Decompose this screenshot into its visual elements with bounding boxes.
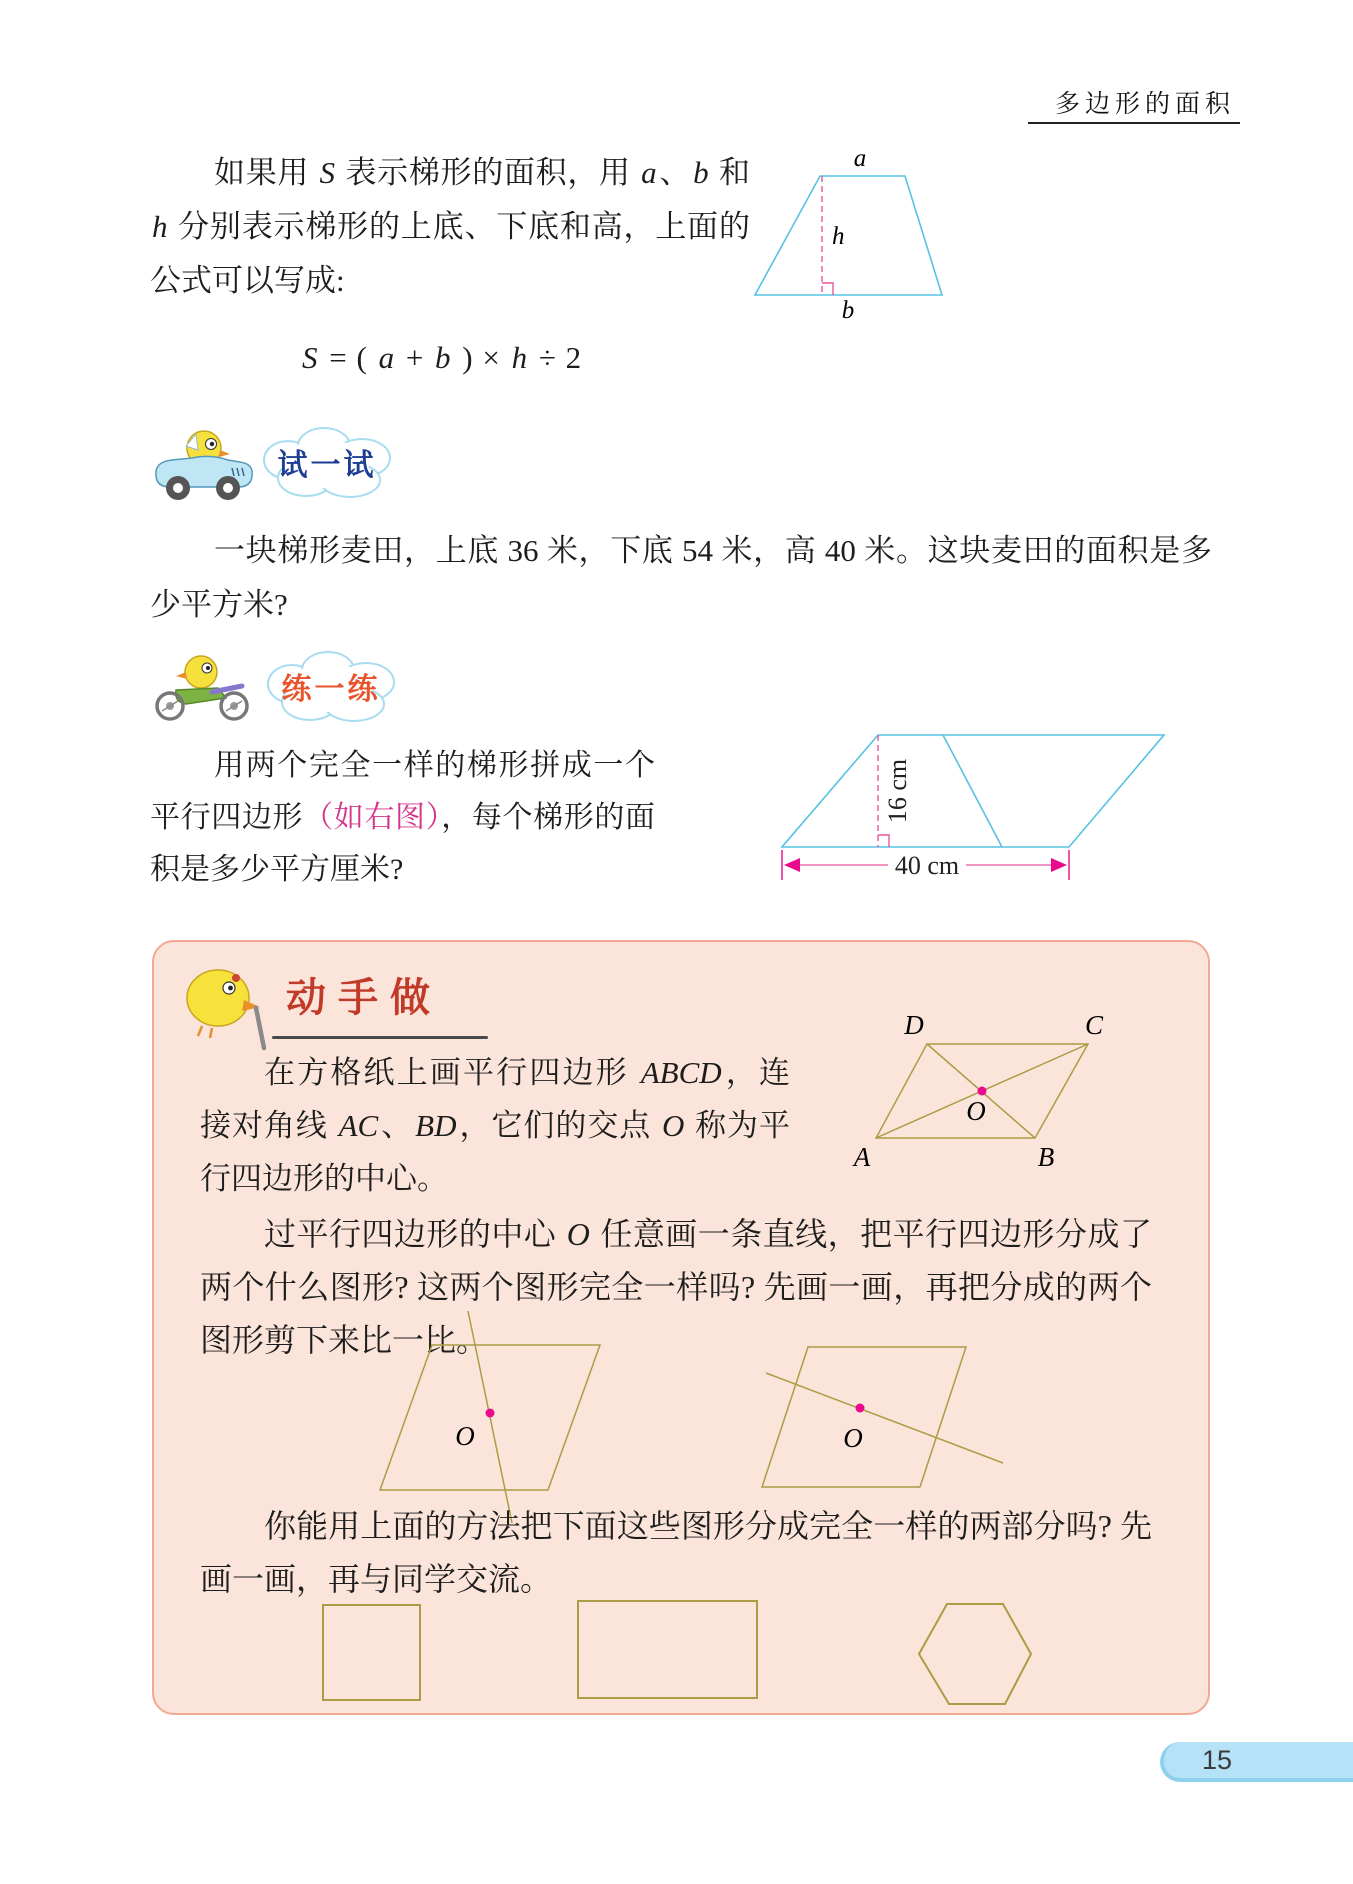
left-center-label-O: O (455, 1421, 475, 1451)
chick-motorcycle-icon (146, 646, 262, 724)
formula-text: + (397, 340, 434, 375)
intro-paragraph (150, 146, 750, 308)
p1-text: 在方格纸上画平行四边形 (264, 1055, 639, 1090)
center-label-O: O (966, 1096, 986, 1126)
trapezoid-label-a: a (853, 148, 867, 172)
formula-a: a (378, 340, 396, 375)
var-AC: AC (338, 1108, 379, 1143)
right-angle-mark (822, 283, 833, 295)
center-point-dot (978, 1087, 987, 1096)
intro-text: 表示梯形的面积，用 (337, 155, 640, 190)
right-center-label-O: O (843, 1423, 863, 1453)
divide-shape-rectangle (577, 1600, 758, 1699)
parallelogram-abcd-figure (838, 998, 1138, 1183)
var-a: a (641, 155, 657, 190)
handson-paragraph-3: 你能用上面的方法把下面这些图形分成完全一样的两部分吗? 先画一画，再与同学交流。 (200, 1508, 1152, 1597)
vertex-label-D: D (904, 1010, 924, 1040)
hands-on-title-underline (272, 1036, 488, 1039)
p2-text: 过平行四边形的中心 (264, 1216, 565, 1252)
hands-on-title: 动手做 (286, 976, 442, 1020)
page-number: 15 (1202, 1744, 1233, 1775)
practice-text: ，每个梯形的面积是多少平方厘米? (150, 801, 655, 886)
header-underline (1028, 122, 1240, 124)
right-parallelogram-outline (762, 1347, 966, 1487)
try-problem-text: 一块梯形麦田，上底 36 米，下底 54 米，高 40 米。这块麦田的面积是多少平方米? (150, 533, 1212, 622)
area-formula (300, 340, 582, 376)
dimension-arrow-left (784, 858, 800, 872)
trapezoid-outline (755, 176, 942, 295)
formula-text: ) × (453, 340, 510, 375)
practice-label: 练一练 (281, 673, 381, 706)
divide-shape-square (322, 1604, 421, 1701)
trapezoid-divider-line (943, 735, 1002, 847)
formula-S: S (302, 340, 319, 375)
var-BD: BD (415, 1108, 457, 1143)
practice-badge (262, 644, 400, 728)
vertex-label-B: B (1037, 1142, 1055, 1172)
chick-pencil-icon (172, 950, 280, 1054)
intro-text: 、 (658, 155, 692, 190)
page-number-pill (1160, 1742, 1353, 1782)
trapezoid-figure (740, 148, 960, 320)
divide-shape-hexagon (905, 1598, 1041, 1710)
intro-text: 和 (710, 155, 751, 190)
formula-text: = ( (320, 340, 377, 375)
vertex-label-A: A (853, 1142, 871, 1172)
formula-text: ÷ 2 (530, 340, 583, 375)
parallelogram-two-trapezoids-figure (650, 698, 1210, 890)
height-dimension-label: 16 cm (883, 758, 912, 824)
intro-text: 如果用 (214, 155, 318, 190)
var-O: O (661, 1108, 685, 1143)
try-it-badge (258, 420, 396, 504)
try-it-label: 试一试 (277, 449, 377, 482)
page-header-title: 多边形的面积 (1054, 91, 1235, 118)
formula-b: b (435, 340, 452, 375)
right-center-dot (856, 1404, 865, 1413)
var-b: b (693, 155, 709, 190)
right-cut-line (766, 1373, 1003, 1463)
p1-text: ，连接对角线 (200, 1055, 791, 1143)
parallelograms-cut-lines-figure (285, 1295, 1095, 1535)
dimension-arrow-right (1051, 858, 1067, 872)
practice-problem-text (150, 740, 655, 896)
var-S: S (319, 155, 336, 190)
var-ABCD: ABCD (640, 1055, 722, 1090)
right-angle-mark (878, 835, 889, 847)
var-h: h (152, 209, 168, 244)
practice-text: 用两个完全一样的梯形拼成一个平行四边形 (150, 749, 655, 834)
p2-text: 任意画一条直线，把平行四边形分成了两个什么图形? 这两个图形完全一样吗? 先画一画，再把分成的两个图形剪下来比一比。 (200, 1216, 1152, 1358)
formula-h: h (511, 340, 529, 375)
p1-text: ，它们的交点 (458, 1108, 660, 1143)
chick-car-icon (146, 424, 262, 506)
p1-text: 、 (380, 1108, 414, 1143)
base-dimension-label: 40 cm (894, 851, 960, 880)
left-center-dot (486, 1409, 495, 1418)
trapezoid-label-b: b (841, 297, 855, 320)
handson-paragraph-1 (200, 1046, 790, 1205)
var-O: O (566, 1216, 590, 1252)
p1-text: 称为平行四边形的中心。 (200, 1108, 791, 1196)
see-figure-hint: （如右图） (303, 801, 442, 834)
trapezoid-label-h: h (832, 223, 845, 250)
pencil (256, 1008, 264, 1048)
vertex-label-C: C (1084, 1010, 1104, 1040)
intro-text: 分别表示梯形的上底、下底和高，上面的公式可以写成: (150, 209, 750, 298)
hexagon-outline (919, 1604, 1031, 1704)
